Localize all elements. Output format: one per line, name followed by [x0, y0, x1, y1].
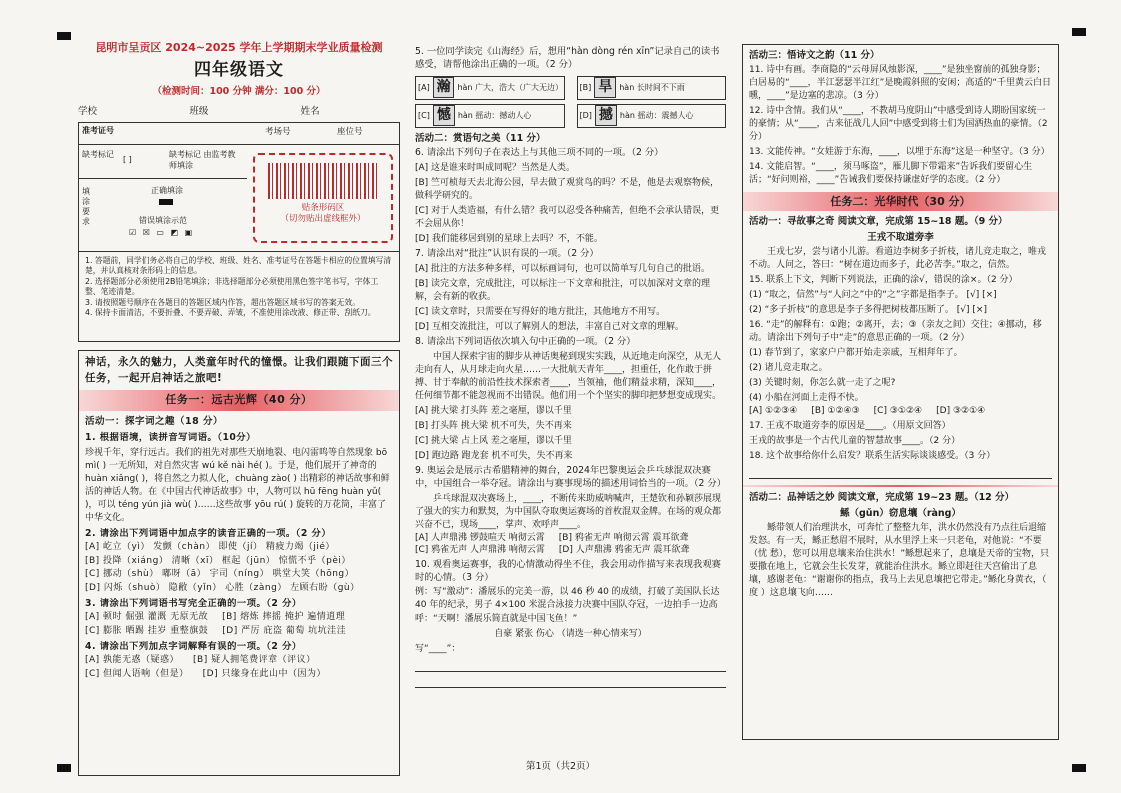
barcode-title: 贴条形码区: [301, 202, 345, 213]
absent-note: 缺考标记 由监考教师填涂: [169, 149, 236, 170]
option[interactable]: [B] 疑人拥笔费评章（评议）: [193, 655, 316, 666]
correct-fill-sample: [159, 199, 173, 205]
answer-sheet-info-box: [78, 122, 400, 252]
option[interactable]: [C] ③①②④: [873, 406, 923, 417]
subject-title: 四年级语文: [194, 60, 284, 81]
question-16-item: (3) 关键时刻，你怎么就一走了之呢?: [749, 378, 896, 389]
answer-line[interactable]: [749, 465, 1052, 479]
exam-notes: [78, 252, 400, 342]
option-card[interactable]: [C] 憾 hàn 摇动：撼动人心: [415, 104, 565, 128]
question-11: 11. 诗中有画。李商隐的“云母屏风烛影深，____”是独坐窗前的孤独身影；白居易的“____，半江瑟瑟半江红”是晚霞斜照的安闲；高适的“千里黄云白日曛，____”是边塞的悲凉。（3 分）: [749, 65, 1051, 102]
divider: [743, 485, 1058, 487]
note-item: 3. 请按照题号顺序在各题目的答题区域内作答，超出答题区域书写的答案无效。: [85, 297, 361, 307]
question-16-options: [749, 405, 1052, 417]
fill-label: 填涂要求: [82, 186, 90, 226]
option[interactable]: [C] 挪动（shù） 嘟呀（ā） 宇司（níng） 哄堂大笑（hōng）: [85, 569, 355, 580]
option[interactable]: [A] 人声鼎沸 锣鼓喧天 响彻云霄: [415, 532, 545, 543]
option[interactable]: [D] 跑边路 跑龙套 机不可失，失不再来: [415, 451, 573, 462]
question-14: 14. 文能启智。“____，须马啄盗”，雁儿脚下带霜来”告诉我们要留心生活；“好问则裕，____”告诫我们要保持谦虚好学的态度。（2 分）: [749, 162, 1033, 186]
activity-title: 活动一：探字词之趣（18 分）: [85, 415, 224, 427]
option[interactable]: [C] 但闻人语响（但是）: [85, 668, 189, 679]
option[interactable]: [D] ③②①④: [936, 406, 986, 417]
exam-info: （检测时间：100 分钟 满分：100 分）: [152, 85, 326, 97]
option[interactable]: [D] 人声鼎沸 鸦雀无声 震耳欲聋: [558, 545, 690, 556]
intro-text: 神话，永久的魅力，人类童年时代的憧憬。让我们跟随下面三个任务，一起开启神话之旅吧!: [85, 355, 393, 384]
question-10-example: 例：写“激动”：潘展乐的完美一游，以 46 秒 40 的成绩，打破了美国队长达 40 年的纪录，男子 4×100 米混合泳接力决赛中国队夺冠，一边拍手一边高呼：“天啊！潘展乐简直就是中国飞鱼！”: [415, 587, 720, 624]
question-16: 16. “走”的解释有：①跑；②离开，去；③（亲友之间）交往；④挪动，移动。请涂出下列句子中“走”的意思正确的一项。（2 分）: [749, 320, 1042, 344]
column-3: [742, 44, 1059, 740]
question-4-options: [85, 654, 393, 681]
question-8-text: 中国人探索宇宙的脚步从神话奥秘到现实实践，从近地走向深空，从无人走向有人，从月球走向火星……一大批航天青年____，担重任，化作敢于拼搏、甘于奉献的前沿性技术探索者____，当领袖，他们精益求精，深知____，任何细节都不能忽视而不出错误。他们用一个个坚实的脚印把梦想变成现实。: [415, 351, 722, 401]
absent-label: 缺考标记: [82, 149, 114, 159]
column-1: [78, 41, 400, 776]
page-footer: 第1页（共2页）: [525, 761, 596, 772]
question-5-cards: [415, 76, 726, 128]
option[interactable]: [B] ①②④③: [811, 406, 860, 417]
question-16-item: (1) 春节到了，家家户户都开始走亲戚，互相拜年了。: [749, 348, 963, 359]
name-field[interactable]: 姓名: [300, 105, 320, 117]
absent-box[interactable]: [ ]: [123, 154, 132, 164]
question-9: 9. 奥运会是展示古希腊精神的舞台，2024年巴黎奥运会乒乓球混双决赛中，中国组合一举夺冠。请涂出与赛事现场的描述用词恰当的一项。（2 分）: [415, 465, 727, 489]
option[interactable]: [B] 鸦雀无声 响彻云霄 震耳欲聋: [558, 532, 689, 543]
option[interactable]: [C] 鸦雀无声 人声鼎沸 响彻云霄: [415, 545, 545, 556]
story-title: 鲧（gǔn）窃息壤（ràng）: [840, 508, 961, 520]
option[interactable]: [D] 互相交流批注，可以了解别人的想法，丰富自己对文章的理解。: [415, 321, 684, 332]
question-15-b[interactable]: (2) “多子折枝”的意思是李子多得把树枝都压断了。 [√] [×]: [749, 305, 987, 316]
task1-banner: 任务一：远古光辉（40 分）: [79, 390, 399, 411]
wrong-fill-label: 错误填涂示范: [139, 215, 187, 225]
question-13: 13. 文能传神。“女娃游于东海，____，以埋于东海”这是一种坚守。（3 分）: [749, 147, 1050, 158]
question-3-options: [85, 611, 393, 638]
option-card[interactable]: [A] 瀚 hàn 广大，浩大（广大无边）: [415, 76, 565, 100]
option[interactable]: [A] ①②③④: [749, 406, 798, 417]
school-field[interactable]: 学校: [78, 105, 98, 117]
question-16-item: (2) 诸儿竞走取之。: [749, 363, 828, 374]
option[interactable]: [D] 只缘身在此山中（因为）: [202, 668, 326, 679]
option[interactable]: [A] 顿时 倔强 灌溉 无原无故: [85, 612, 209, 623]
activity-title: 活动一：寻故事之奇 阅读文章，完成第 15~18 题。（9 分）: [749, 215, 1008, 227]
question-1-text: 珍视千年，穿行远古。我们的祖先对那些天崩地裂、电闪雷鸣等自然现象 bō mì( ) 一无所知，对自然灾害 wú kě nài hé( )。于是，他们展开了神奇的 huàn xiǎng( )，将自然之力拟人化，chuàng zào( ) 出精彩的神话故事和鲜活的神话人物。在《中国古代神话故事》中，人物可以 hū fēng huàn yǔ( )，可以 téng yún jià wù( )……这些故事 yōu rú( ) 旋转的万花筒，丰富了中华文化。: [85, 448, 390, 524]
barcode-area: [253, 153, 393, 243]
option-card[interactable]: [D] 撼 hàn 摇动：震撼人心: [577, 104, 727, 128]
question-17-b: 王戎的故事是一个古代儿童的智慧故事____。（2 分）: [749, 435, 961, 446]
option[interactable]: [A] 批注的方法多种多样，可以标画词句，也可以简单写几句自己的批语。: [415, 263, 711, 274]
option[interactable]: [B] 读完文章，完成批注，可以标注一下文章和批注，可以加深对文章的理解，会有新的收获。: [415, 278, 711, 302]
option-card[interactable]: [B] 旱 hàn 长时间不下雨: [577, 76, 727, 100]
option[interactable]: [B] 投降（xiáng） 清晰（xī） 框起（jūn） 惊慌不乎（pèi）: [85, 555, 351, 566]
question-7: 7. 请涂出对“批注”认识有误的一项。（2 分）: [415, 247, 599, 259]
option[interactable]: [D] 闪烁（shuò） 隐敝（yǐn） 心胜（zàng） 左顾右盼（gù）: [85, 582, 360, 593]
activity-title: 活动二：品神话之妙 阅读文章，完成第 19~23 题。（12 分）: [749, 491, 1015, 503]
class-field[interactable]: 班级: [189, 105, 209, 117]
question-17: 17. 王戎不取道旁李的原因是____。（用原文回答）: [749, 420, 951, 431]
question-8: 8. 请涂出下列词语依次填入句中正确的一项。（2 分）: [415, 335, 636, 347]
story-text: 王戎七岁，尝与诸小儿游。看道边李树多子折枝，诸儿竞走取之，唯戎不动。人问之，答曰：“树在道边而多子，此必苦李。”取之，信然。: [749, 246, 1047, 270]
question-9-text: 乒乓球混双决赛场上，____，不断传来助威呐喊声，王楚钦和孙颖莎展现了强大的实力和默契，为中国队夺取奥运赛场的首枚混双金牌。在场的观众都兴奋不已，现场____，掌声、欢呼声____。: [415, 493, 722, 530]
answer-line[interactable]: [415, 674, 726, 688]
option[interactable]: [A] 挑大梁 打头阵 差之毫厘，谬以千里: [415, 405, 572, 416]
note-item: 2. 选择题部分必须使用2B铅笔填涂；非选择题部分必须使用黑色签字笔书写，字体工整、笔迹清楚。: [85, 276, 379, 297]
question-15-a[interactable]: (1) “取之，信然”与“人问之”中的“之”字都是指李子。 [√] [×]: [749, 290, 997, 301]
ticket-label: 准考证号: [82, 125, 114, 135]
question-15: 15. 联系上下文，判断下列说法，正确的涂√，错误的涂×。（2 分）: [749, 275, 1018, 286]
question-16-item: (4) 小船在河面上走得不快。: [749, 393, 864, 404]
student-info-line: [78, 105, 400, 118]
section-one: [78, 350, 400, 776]
option[interactable]: [C] 挑大梁 占上风 差之毫厘，谬以千里: [415, 436, 572, 447]
option[interactable]: [D] 我们能移居到别的星球上去吗？不，不能。: [415, 233, 603, 244]
room-label: 考场号: [265, 126, 291, 137]
question-2: 2. 请涂出下列词语中加点字的读音正确的一项。（2 分）: [85, 528, 332, 540]
story-text: 鲧带领人们治理洪水，可奔忙了整整九年，洪水仍然没有乃点往后退缩发怒。有一天，鲧正愁眉不展时，从水里浮上来一只老龟，对他说：“不要（忧 愁），您可以用息壤来治住洪水！”鲧想起来了，息壤是天帝的宝物，只要撒在地上，它就会生长发芽，就能治住洪水。鲧立即赶往天宫偷出了息壤，感谢老龟：“谢谢你的指点，我马上去见息壤把它带走。”鲧化身黄衣，（ 度 ）这息壤飞向……: [749, 523, 1050, 599]
answer-line[interactable]: [415, 658, 726, 672]
question-5: 5. 一位同学读完《山海经》后，想用“hàn dòng rén xīn”记录自己的读书感受，请帮他涂出正确的一项。（2 分）: [415, 46, 720, 70]
note-item: 1. 答题前，同学们务必将自己的学校、班级、姓名、准考证号在答题卡相应的位置填写清楚，并认真核对条形码上的信息。: [85, 255, 392, 276]
option[interactable]: [A] 这是谁来时叫成同呢？当然是人类。: [415, 162, 576, 173]
question-1: 1. 根据语境，读拼音写词语。（10分）: [85, 432, 256, 444]
question-18: 18. 这个故事给你什么启发？联系生活实际谈谈感受。（3 分）: [749, 450, 996, 461]
option[interactable]: [B] 熔炼 摔摇 掩护 遍情逍理: [222, 612, 346, 623]
school-title: 昆明市呈贡区 2024~2025 学年上学期期末学业质量检测: [95, 41, 383, 54]
story-title: 王戎不取道旁李: [867, 231, 934, 243]
correct-fill-label: 正确填涂: [151, 185, 183, 195]
option[interactable]: [D] 严厉 庇盗 葡萄 坑坑洼洼: [222, 625, 347, 636]
question-9-options: [415, 532, 726, 557]
option[interactable]: [C] 膨胀 晒踢 挂岁 重整旗鼓: [85, 625, 209, 636]
question-12: 12. 诗中含情。我们从“____，不教胡马度阴山”中感受到诗人期盼国家统一的豪情；从“____，古来征战几人回”中感受到将士们为国洒热血的豪情。（2 分）: [749, 106, 1048, 143]
option[interactable]: [C] 对于人类造福，有什么错？我可以忍受各种痛苦，但绝不会承认错误，更不会屈从你！: [415, 205, 720, 229]
question-10-write: 写“____”：: [415, 643, 461, 654]
barcode-icon: [268, 163, 378, 199]
seat-label: 座位号: [337, 126, 363, 137]
question-10: 10. 观看奥运赛事，我的心情激动得坐不住，我会用动作描写来表现我观赛时的心情。（3 分）: [415, 558, 721, 583]
corner-mark: [1072, 28, 1086, 36]
question-6: 6. 请涂出下列句子在表达上与其他三项不同的一项。（2 分）: [415, 146, 664, 158]
wrong-fill-samples: ☑ ☒ ▭ ◩ ▣: [129, 227, 195, 237]
activity-title: 活动三：悟诗文之韵（11 分）: [749, 50, 880, 61]
barcode-note: （切勿贴出虚线框外）: [280, 213, 366, 224]
task2-banner: 任务二：光华时代（30 分）: [743, 192, 1058, 211]
question-2-options: [85, 541, 393, 595]
option[interactable]: [B] 竺可桢每天去北海公园，早去做了观赏鸟的吗？不是，他是去观察物候，做科学研究的。: [415, 177, 720, 201]
option[interactable]: [A] 孰能无惑（疑惑）: [85, 655, 180, 666]
question-10-choices: 自豪 紧张 伤心 （请选一种心情来写）: [494, 628, 647, 639]
question-3: 3. 请涂出下列词语书写完全正确的一项。（2 分）: [85, 598, 302, 610]
activity-title: 活动二：赏语句之美（11 分）: [415, 132, 546, 144]
corner-mark: [57, 32, 71, 40]
option[interactable]: [B] 打头阵 挑大梁 机不可失，失不再来: [415, 421, 572, 431]
option[interactable]: [C] 读文章时，只需要在写得好的地方批注，其他地方不用写。: [415, 306, 666, 317]
question-4: 4. 请涂出下列加点字词解释有误的一项。（2 分）: [85, 641, 302, 653]
option[interactable]: [A] 屹立（yì） 发颤（chàn） 即使（jí） 精疲力竭（jié）: [85, 542, 335, 553]
column-2: [411, 44, 730, 740]
note-item: 4. 保持卡面清洁，不要折叠、不要弄破、弄皱，不准使用涂改液、修正带、刮纸刀。: [85, 308, 376, 318]
